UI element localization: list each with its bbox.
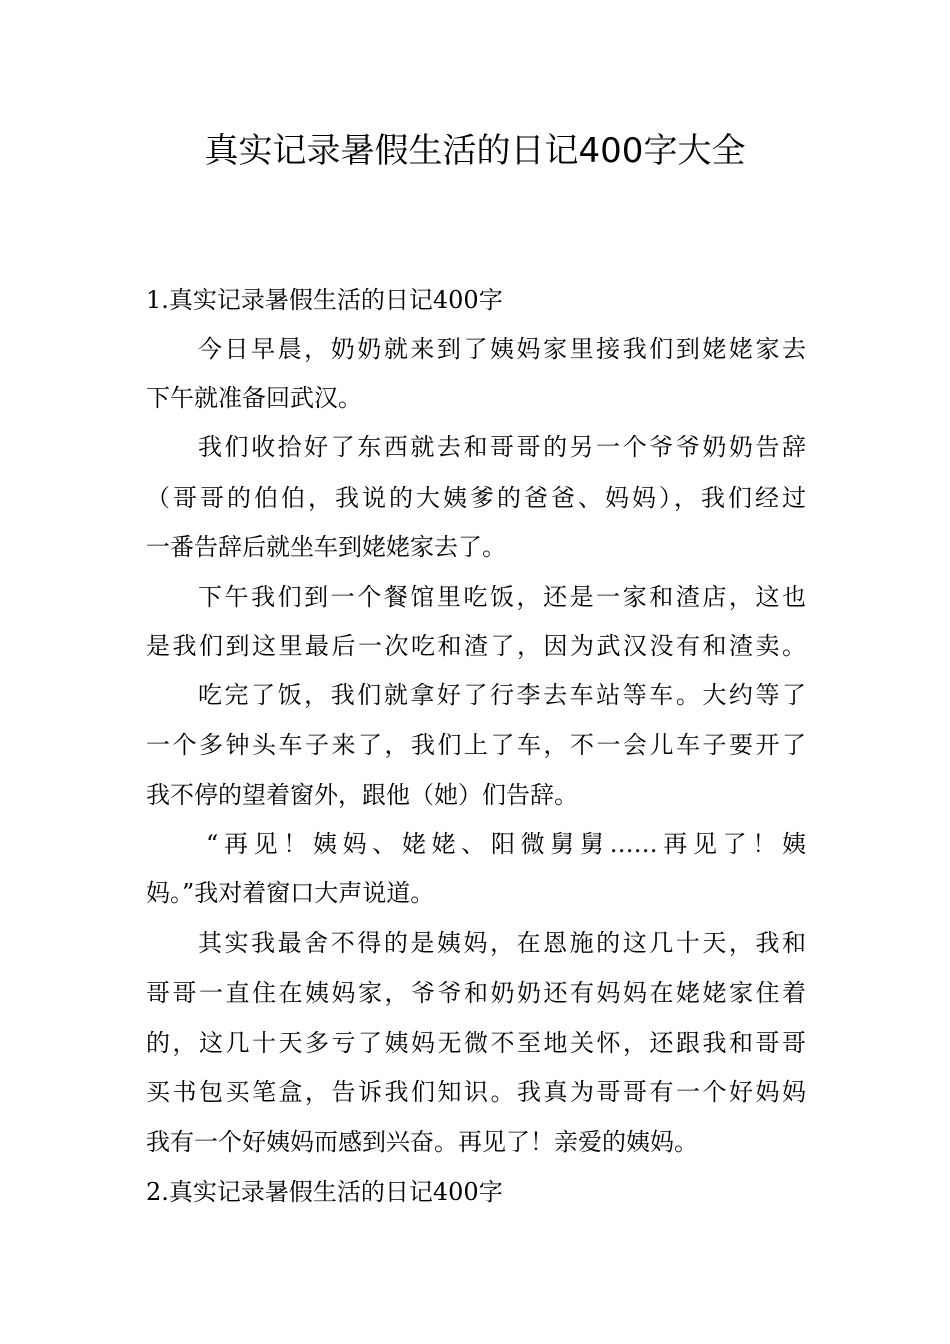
paragraph-6-line-3: 的，这几十天多亏了姨妈无微不至地关怀，还跟我和哥哥: [146, 1029, 806, 1057]
document-title: 真实记录暑假生活的日记400字大全: [204, 131, 746, 171]
paragraph-4-line-3: 我不停的望着窗外，跟他（她）们告辞。: [146, 781, 578, 809]
paragraph-4-line-2: 一个多钟头车子来了，我们上了车，不一会儿车子要开了: [146, 731, 806, 759]
paragraph-1-line-1: 今日早晨，奶奶就来到了姨妈家里接我们到姥姥家去: [198, 335, 806, 363]
paragraph-2-line-2: （哥哥的伯伯，我说的大姨爹的爸爸、妈妈），我们经过: [146, 484, 806, 512]
paragraph-2-line-1: 我们收拾好了东西就去和哥哥的另一个爷爷奶奶告辞: [198, 433, 806, 461]
paragraph-3-line-1: 下午我们到一个餐馆里吃饭，还是一家和渣店，这也: [198, 583, 806, 611]
paragraph-5-line-1: “再见！姨妈、姥姥、阳微舅舅……再见了！姨: [206, 830, 806, 858]
paragraph-6-line-1: 其实我最舍不得的是姨妈，在恩施的这几十天，我和: [198, 929, 806, 957]
paragraph-3-line-2: 是我们到这里最后一次吃和渣了，因为武汉没有和渣卖。: [146, 632, 806, 660]
paragraph-4-line-1: 吃完了饭，我们就拿好了行李去车站等车。大约等了: [198, 681, 806, 709]
paragraph-6-line-5: 我有一个好姨妈而感到兴奋。再见了！亲爱的姨妈。: [146, 1128, 698, 1156]
paragraph-1-line-2: 下午就准备回武汉。: [146, 384, 362, 412]
paragraph-2-line-3: 一番告辞后就坐车到姥姥家去了。: [146, 533, 506, 561]
paragraph-6-line-2: 哥哥一直住在姨妈家，爷爷和奶奶还有妈妈在姥姥家住着: [146, 979, 806, 1007]
section-1-heading: 1.真实记录暑假生活的日记400字: [146, 286, 503, 314]
paragraph-5-line-2: 妈。”我对着窗口大声说道。: [146, 879, 435, 907]
section-2-heading: 2.真实记录暑假生活的日记400字: [146, 1178, 503, 1206]
paragraph-6-line-4: 买书包买笔盒，告诉我们知识。我真为哥哥有一个好妈妈: [146, 1078, 806, 1106]
